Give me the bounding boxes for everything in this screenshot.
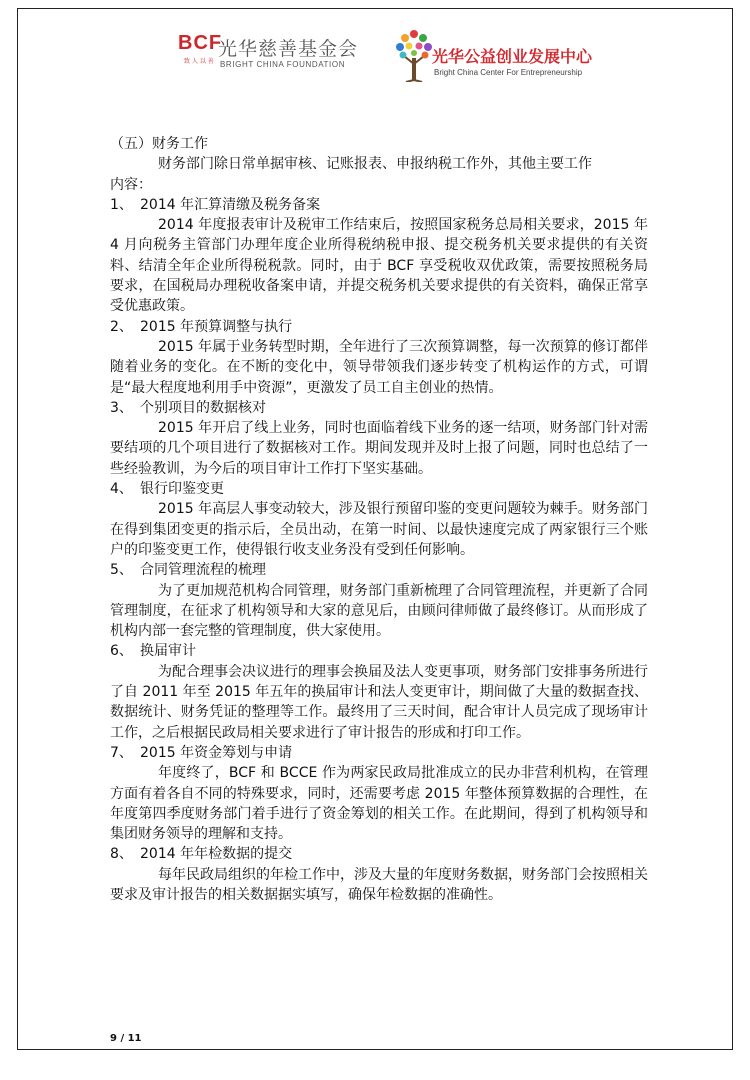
item-paragraph: 2015 年开启了线上业务，同时也面临着线下业务的逐一结项，财务部门针对需要结项的几个项目进行了数据核对工作。期间发现并及时上报了问题，同时也总结了一些经验教训，为今后的项目审计工作打下坚实基础。 xyxy=(110,420,648,477)
document-body xyxy=(110,134,648,905)
item-paragraph: 为配合理事会决议进行的理事会换届及法人变更事项，财务部门安排事务所进行了自 2011 年至 2015 年五年的换届审计和法人变更审计，期间做了大量的数据查找、数据统计、财务凭证的整理等工作。最终用了三天时间，配合审计人员完成了现场审计工作，之后根据民政局相关要求进行了审计报告的形成和打印工作。 xyxy=(110,663,648,741)
tree-logo-icon xyxy=(394,28,434,82)
item-paragraph: 为了更加规范机构合同管理，财务部门重新梳理了合同管理流程，并更新了合同管理制度，在征求了机构领导和大家的意见后，由顾问律师做了最终修订。从而形成了机构内部一套完整的管理制度，供大家使用。 xyxy=(110,582,648,640)
item-paragraph: 2015 年高层人事变动较大，涉及银行预留印鉴的变更问题较为棘手。财务部门在得到集团变更的指示后，全员出动，在第一时间、以最快速度完成了两家银行三个账户的印鉴变更工作，使得银行收支业务没有受到任何影响。 xyxy=(110,501,648,558)
foundation-name-cn: 光华慈善基金会 xyxy=(218,38,359,60)
item-heading: 2、 2015 年预算调整与执行 xyxy=(110,318,293,335)
bcf-logo-motto: 致 人 以 善 xyxy=(184,58,214,65)
item-paragraph: 2015 年属于业务转型时期，全年进行了三次预算调整，每一次预算的修订都伴随着业务的变化。在不断的变化中，领导带领我们逐步转变了机构运作的方式，可谓是“最大程度地利用手中资源”，更激发了员工自主创业的热情。 xyxy=(110,338,648,396)
center-name-en: Bright China Center For Entrepreneurship xyxy=(434,68,583,77)
center-name-cn: 光华公益创业发展中心 xyxy=(432,47,593,66)
page-header xyxy=(0,10,750,80)
section-intro-line1: 财务部门除日常单据审核、记账报表、申报纳税工作外，其他主要工作 xyxy=(158,156,592,173)
item-heading: 1、 2014 年汇算清缴及税务备案 xyxy=(110,196,321,213)
item-paragraph: 每年民政局组织的年检工作中，涉及大量的年度财务数据，财务部门会按照相关要求及审计报告的相关数据据实填写，确保年检数据的准确性。 xyxy=(110,866,648,903)
bright-china-foundation-logo xyxy=(178,32,359,69)
item-heading: 3、 个别项目的数据核对 xyxy=(110,399,266,416)
foundation-name-en: BRIGHT CHINA FOUNDATION xyxy=(220,60,346,69)
item-heading: 6、 换届审计 xyxy=(110,643,196,660)
section-intro xyxy=(110,154,648,174)
item-paragraph: 2014 年度报表审计及税审工作结束后，按照国家税务总局相关要求，2015 年 4 月向税务主管部门办理年度企业所得税纳税申报、提交税务机关要求提供的有关资料、结清全年企业所得税税款。同时，由于 BCF 享受税收双优政策，需要按照税务局要求，在国税局办理税收备案申请，并提交税务机关要求提供的有关资料，确保正常享受优惠政策。 xyxy=(110,217,648,315)
item-heading: 7、 2015 年资金筹划与申请 xyxy=(110,744,293,761)
section-title: （五）财务工作 xyxy=(110,136,208,152)
item-heading: 5、 合同管理流程的梳理 xyxy=(110,562,266,579)
item-paragraph: 年度终了，BCF 和 BCCE 作为两家民政局批准成立的民办非营利机构，在管理方面有着各自不同的特殊要求，同时，还需要考虑 2015 年整体预算数据的合理性，在年度第四季度财务部门着手进行了资金筹划的相关工作。在此期间，得到了机构领导和集团财务领导的理解和支持。 xyxy=(110,765,648,843)
bcf-logo-mark: BCF xyxy=(178,32,223,54)
page-number: 9 / 11 xyxy=(110,1033,142,1044)
section-intro-cont: 内容： xyxy=(110,176,152,193)
item-heading: 4、 银行印鉴变更 xyxy=(110,481,224,498)
item-heading: 8、 2014 年年检数据的提交 xyxy=(110,846,293,863)
